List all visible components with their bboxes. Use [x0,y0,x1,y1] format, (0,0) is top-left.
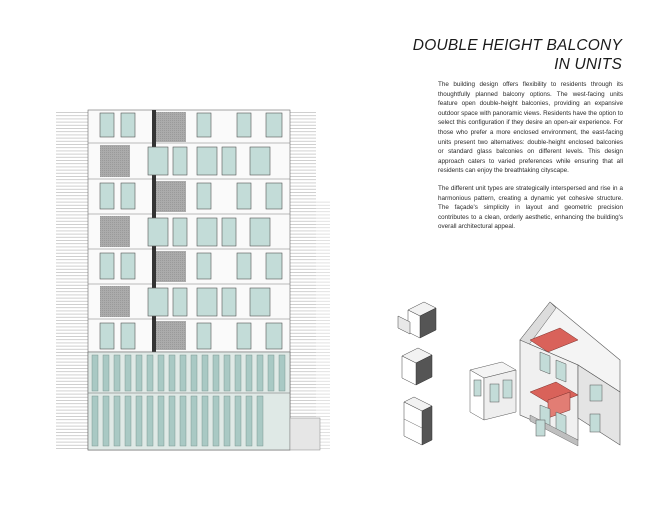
right-hatch-fade [316,200,330,450]
paragraph-2: The different unit types are strategically interspersed and rise in a harmonious pattern, creating a dynamic yet cohesive structure. The façade's simplicity in layout and geometric precision contributes to a clean, orderly aesthetic, enhancing the building's overall architectural appeal. [438,184,623,231]
building-elevation-drawing [56,110,330,450]
unit-type-3 [404,397,432,445]
paragraph-1: The building design offers flexibility to residents through its thoughtfully planned balcony options. The west-facing units feature open double-height balconies, providing an expansive outdoor space with panoramic views. Residents have the option to select this configuration if they desire an open-air experience. For those who prefer a more enclosed environment, the east-facing units present two alternatives: double-height enclosed balconies or standard glass balconies on different levels. This design approach caters to varied preferences while ensuring that all residents can enjoy the breathtaking cityscape. [438,81,623,175]
unit-type-1 [398,302,436,338]
right-hatch-wall [290,110,316,450]
balcony-unit-type-diagrams [398,302,436,445]
title-line-1: DOUBLE HEIGHT BALCONY [412,37,622,54]
title-line-2: IN UNITS [554,56,622,73]
unit-type-2 [402,348,432,385]
left-hatch-wall [56,110,88,450]
unit-axonometric-section [470,302,620,446]
podium-side-block [290,418,320,450]
